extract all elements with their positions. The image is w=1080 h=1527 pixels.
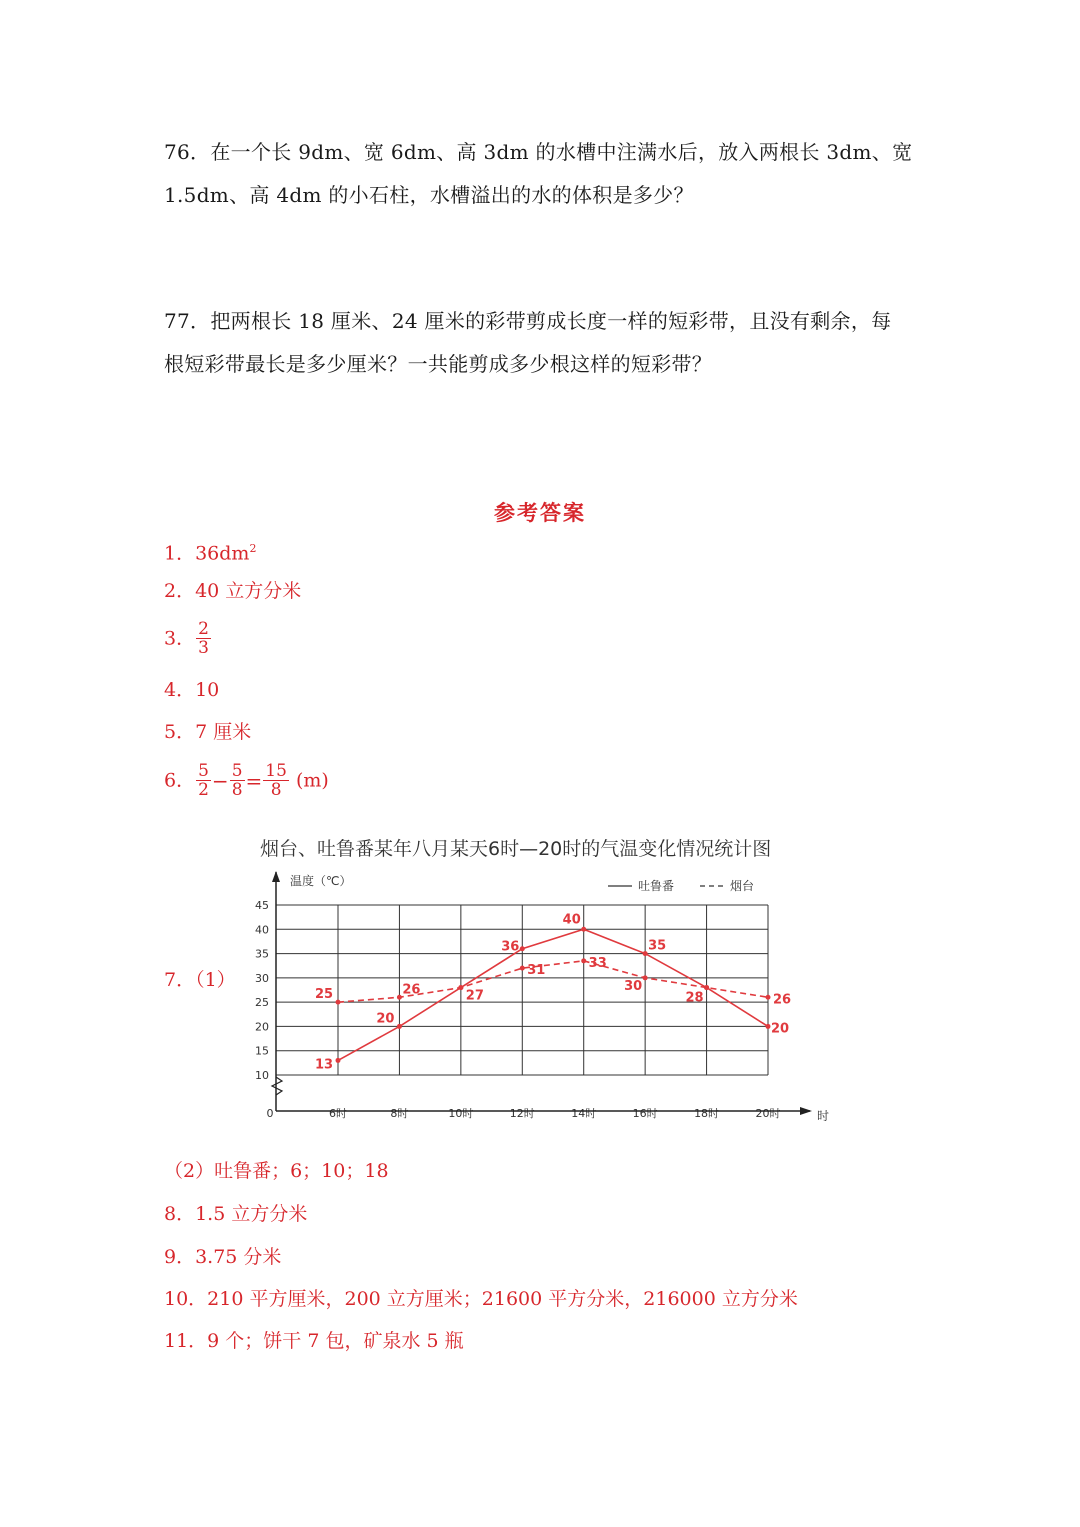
y-tick-label-15: 15	[255, 1044, 269, 1058]
chart-axes	[255, 871, 829, 1123]
x-tick-label-0: 6时	[329, 1107, 347, 1120]
series-1-point-3	[520, 966, 525, 971]
answer-6-f3-numerator: 15	[265, 761, 287, 781]
answer-3-numerator: 2	[198, 619, 209, 639]
question-76	[164, 131, 924, 217]
series-0-label-0: 13	[314, 1057, 334, 1073]
series-1-point-7	[766, 995, 771, 1000]
answer-6-prefix: 6．	[164, 769, 196, 792]
series-0-point-4	[581, 927, 586, 932]
y-axis-label: 温度（℃）	[290, 874, 352, 888]
series-0-label-7: 20	[770, 1021, 790, 1037]
series-1-label-3: 31	[527, 963, 546, 979]
chart-title: 烟台、吐鲁番某年八月某天6时—20时的气温变化情况统计图	[260, 838, 772, 860]
answer-6-unit: (m)	[289, 769, 329, 792]
series-0-label-4: 40	[562, 912, 581, 928]
answer-3-fraction	[196, 620, 211, 657]
series-1-point-6	[704, 985, 709, 990]
question-77-line2: 根短彩带最长是多少厘米？一共能剪成多少根这样的短彩带？	[164, 352, 713, 376]
series-1-point-2	[458, 985, 463, 990]
series-1-point-4	[581, 958, 586, 963]
answer-5: 5．7 厘米	[164, 721, 252, 743]
series-1-label-4: 33	[588, 955, 607, 971]
x-tick-label-2: 10时	[448, 1107, 474, 1120]
legend-label-1: 烟台	[730, 879, 755, 893]
answer-10: 10．210 平方厘米，200 立方厘米；21600 平方分米，216000 立方分米	[164, 1288, 798, 1310]
x-tick-label-5: 16时	[632, 1107, 658, 1120]
x-axis-arrow	[800, 1107, 812, 1115]
series-1-label-1: 26	[402, 982, 421, 998]
temperature-chart	[250, 830, 840, 1130]
series-0-label-6: 28	[685, 990, 704, 1006]
answer-6-minus: −	[211, 768, 229, 793]
answer-1-text: 1．36dm	[164, 542, 250, 565]
answer-1	[164, 535, 256, 567]
x-axis-label: 时	[817, 1109, 830, 1123]
x-tick-label-1: 8时	[390, 1107, 409, 1120]
series-0-point-7	[766, 1024, 771, 1029]
answer-6-f1-numerator: 5	[198, 761, 209, 781]
answer-7-label: 7．（1）	[164, 969, 236, 991]
x-tick-label-7: 20时	[755, 1107, 781, 1120]
answer-3-denominator: 3	[198, 638, 209, 658]
series-0-label-5: 35	[648, 938, 667, 954]
answer-1-exponent: 2	[249, 542, 257, 555]
series-1-label-7: 26	[772, 992, 792, 1008]
answer-3-prefix: 3．	[164, 627, 196, 650]
series-0-point-3	[520, 946, 525, 951]
answer-6-fraction-1	[196, 762, 211, 799]
series-0-label-1: 20	[376, 1011, 395, 1027]
series-1-label-5: 30	[624, 978, 643, 994]
answer-7-part2: （2）吐鲁番；6；10；18	[164, 1160, 389, 1182]
x-tick-label-6: 18时	[694, 1107, 720, 1120]
chart-legend	[608, 878, 754, 893]
answer-2: 2．40 立方分米	[164, 580, 302, 602]
answers-title: 参考答案	[494, 500, 586, 525]
answer-6-f2-numerator: 5	[231, 761, 243, 781]
x-tick-label-4: 14时	[571, 1107, 597, 1120]
answer-11: 11．9 个；饼干 7 包，矿泉水 5 瓶	[164, 1330, 464, 1352]
series-1-point-0	[336, 1000, 341, 1005]
y-tick-label-40: 40	[255, 923, 269, 937]
answer-6-f1-denominator: 2	[198, 780, 209, 800]
y-tick-label-20: 20	[255, 1020, 269, 1034]
series-1-point-5	[643, 975, 648, 980]
answer-6-fraction-3	[263, 762, 289, 799]
series-0-label-3: 36	[501, 939, 520, 955]
y-tick-label-10: 10	[255, 1069, 269, 1082]
answer-6-f2-denominator: 8	[231, 780, 243, 800]
y-tick-label-30: 30	[255, 971, 269, 985]
legend-label-0: 吐鲁番	[638, 879, 675, 893]
y-tick-label-45: 45	[255, 899, 269, 912]
answer-8: 8．1.5 立方分米	[164, 1203, 308, 1225]
series-0-label-2: 27	[465, 988, 484, 1004]
question-76-line1: 76．在一个长 9dm、宽 6dm、高 3dm 的水槽中注满水后，放入两根长 3dm、宽	[164, 140, 913, 164]
answer-6	[164, 762, 329, 799]
answer-6-f3-denominator: 8	[270, 780, 282, 800]
origin-label: 0	[266, 1107, 274, 1120]
x-tick-label-3: 12时	[509, 1107, 535, 1120]
y-tick-label-35: 35	[255, 947, 269, 961]
chart-series	[315, 912, 791, 1072]
series-1-label-0: 25	[314, 987, 334, 1003]
answer-6-equals: =	[245, 768, 263, 793]
series-0-point-1	[397, 1024, 402, 1029]
y-tick-label-25: 25	[255, 996, 269, 1010]
series-0-point-0	[336, 1058, 341, 1063]
axis-break	[272, 1077, 282, 1095]
y-axis-arrow	[272, 871, 280, 882]
answer-3	[164, 620, 212, 657]
answer-9: 9．3.75 分米	[164, 1246, 282, 1268]
question-77-line1: 77．把两根长 18 厘米、24 厘米的彩带剪成长度一样的短彩带，且没有剩余，每	[164, 309, 892, 333]
question-77	[164, 300, 924, 386]
answer-4: 4．10	[164, 679, 220, 701]
answer-6-fraction-2	[230, 762, 245, 799]
question-76-line2: 1.5dm、高 4dm 的小石柱，水槽溢出的水的体积是多少？	[164, 183, 694, 207]
series-1-point-1	[397, 995, 402, 1000]
series-0-point-5	[643, 951, 648, 956]
